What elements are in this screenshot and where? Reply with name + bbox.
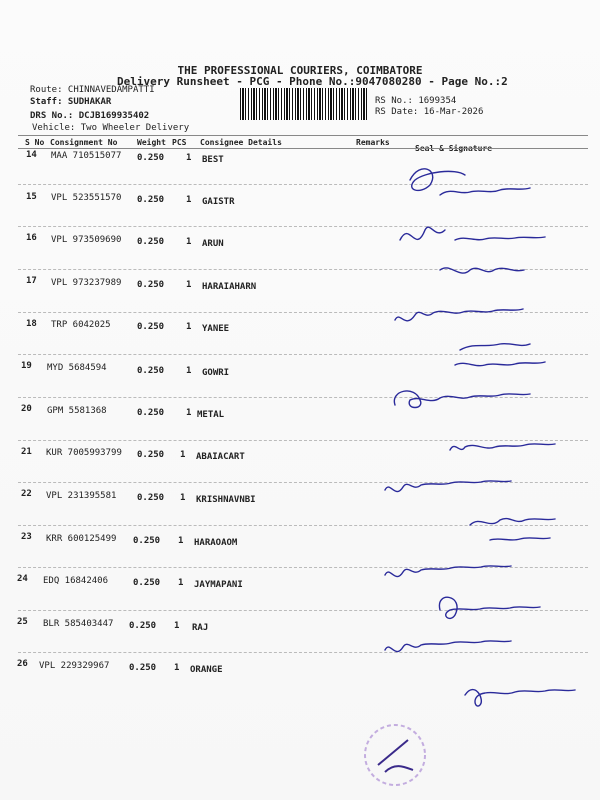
row-sno: 18 xyxy=(26,319,37,329)
row-consignment: TRP 6042025 xyxy=(51,320,111,330)
row-weight: 0.250 xyxy=(133,578,161,588)
row-consignment: VPL 231395581 xyxy=(46,491,117,501)
row-pcs: 1 xyxy=(186,280,192,290)
row-pcs: 1 xyxy=(180,450,186,460)
row-weight: 0.250 xyxy=(137,408,165,418)
runsheet-subtitle: Delivery Runsheet - PCG - Phone No.:9047080280 - Page No.:2 xyxy=(117,75,508,88)
barcode-image xyxy=(240,88,367,120)
row-weight: 0.250 xyxy=(129,663,157,673)
row-sno: 21 xyxy=(21,447,32,457)
col-sno: S No xyxy=(25,138,45,147)
row-sno: 22 xyxy=(21,489,32,499)
row-weight: 0.250 xyxy=(137,322,165,332)
row-sno: 24 xyxy=(17,574,28,584)
col-pcs: PCS xyxy=(172,138,187,147)
handwritten-signatures xyxy=(380,150,600,720)
row-pcs: 1 xyxy=(186,237,192,247)
header-top-rule xyxy=(18,135,588,136)
row-consignment: BLR 585403447 xyxy=(43,619,114,629)
row-consignee: KRISHNAVNBI xyxy=(196,495,256,505)
row-sno: 16 xyxy=(26,233,37,243)
row-consignee: HARAOAOM xyxy=(194,538,238,548)
row-consignee: METAL xyxy=(197,410,225,420)
row-sno: 26 xyxy=(17,659,28,669)
row-consignee: JAYMAPANI xyxy=(194,580,243,590)
row-weight: 0.250 xyxy=(137,493,165,503)
col-consignment: Consignment No xyxy=(50,138,118,147)
row-consignment: MAA 710515077 xyxy=(51,151,122,161)
row-pcs: 1 xyxy=(186,153,192,163)
col-remarks: Remarks xyxy=(356,138,390,147)
header-bottom-rule xyxy=(18,148,588,149)
route-label: Route: CHINNAVEDAMPATTI xyxy=(30,85,155,95)
row-consignment: MYD 5684594 xyxy=(47,363,107,373)
row-consignment: VPL 973509690 xyxy=(51,235,122,245)
row-weight: 0.250 xyxy=(137,280,165,290)
row-pcs: 1 xyxy=(180,493,186,503)
row-consignee: RAJ xyxy=(192,623,209,633)
seal-stamp xyxy=(360,720,430,790)
row-consignee: HARAIAHARN xyxy=(202,282,257,292)
row-consignee: GOWRI xyxy=(202,368,230,378)
row-consignment: GPM 5581368 xyxy=(47,406,107,416)
row-pcs: 1 xyxy=(178,578,184,588)
row-consignment: VPL 523551570 xyxy=(51,193,122,203)
col-consignee: Consignee Details xyxy=(200,138,282,147)
row-sno: 23 xyxy=(21,532,32,542)
row-pcs: 1 xyxy=(186,322,192,332)
row-sno: 14 xyxy=(26,150,37,160)
row-consignee: GAISTR xyxy=(202,197,235,207)
row-pcs: 1 xyxy=(174,663,180,673)
row-consignment: KUR 7005993799 xyxy=(46,448,122,458)
row-consignment: EDQ 16842406 xyxy=(43,576,109,586)
row-weight: 0.250 xyxy=(137,195,165,205)
rs-date: RS Date: 16-Mar-2026 xyxy=(375,107,484,117)
row-pcs: 1 xyxy=(186,408,192,418)
row-sno: 17 xyxy=(26,276,37,286)
row-pcs: 1 xyxy=(178,536,184,546)
vehicle-label: Vehicle: Two Wheeler Delivery xyxy=(32,123,190,133)
rs-number: RS No.: 1699354 xyxy=(375,96,457,106)
row-weight: 0.250 xyxy=(137,366,165,376)
row-consignee: ABAIACART xyxy=(196,452,245,462)
staff-label: Staff: SUDHAKAR xyxy=(30,97,112,107)
row-pcs: 1 xyxy=(186,366,192,376)
row-weight: 0.250 xyxy=(133,536,161,546)
row-sno: 19 xyxy=(21,361,32,371)
row-weight: 0.250 xyxy=(137,153,165,163)
row-consignee: BEST xyxy=(202,155,224,165)
row-sno: 25 xyxy=(17,617,28,627)
row-pcs: 1 xyxy=(186,195,192,205)
row-pcs: 1 xyxy=(174,621,180,631)
drs-number: DRS No.: DCJB169935402 xyxy=(30,111,150,121)
row-weight: 0.250 xyxy=(129,621,157,631)
row-consignee: ARUN xyxy=(202,239,224,249)
row-weight: 0.250 xyxy=(137,450,165,460)
row-consignee: ORANGE xyxy=(190,665,223,675)
row-sno: 20 xyxy=(21,404,32,414)
row-weight: 0.250 xyxy=(137,237,165,247)
row-consignment: VPL 973237989 xyxy=(51,278,122,288)
row-sno: 15 xyxy=(26,192,37,202)
company-title: THE PROFESSIONAL COURIERS, COIMBATORE xyxy=(177,64,423,77)
col-weight: Weight xyxy=(137,138,166,147)
row-consignment: KRR 600125499 xyxy=(46,534,117,544)
row-consignee: YANEE xyxy=(202,324,230,334)
row-consignment: VPL 229329967 xyxy=(39,661,110,671)
col-seal-signature: Seal & Signature xyxy=(415,144,493,153)
